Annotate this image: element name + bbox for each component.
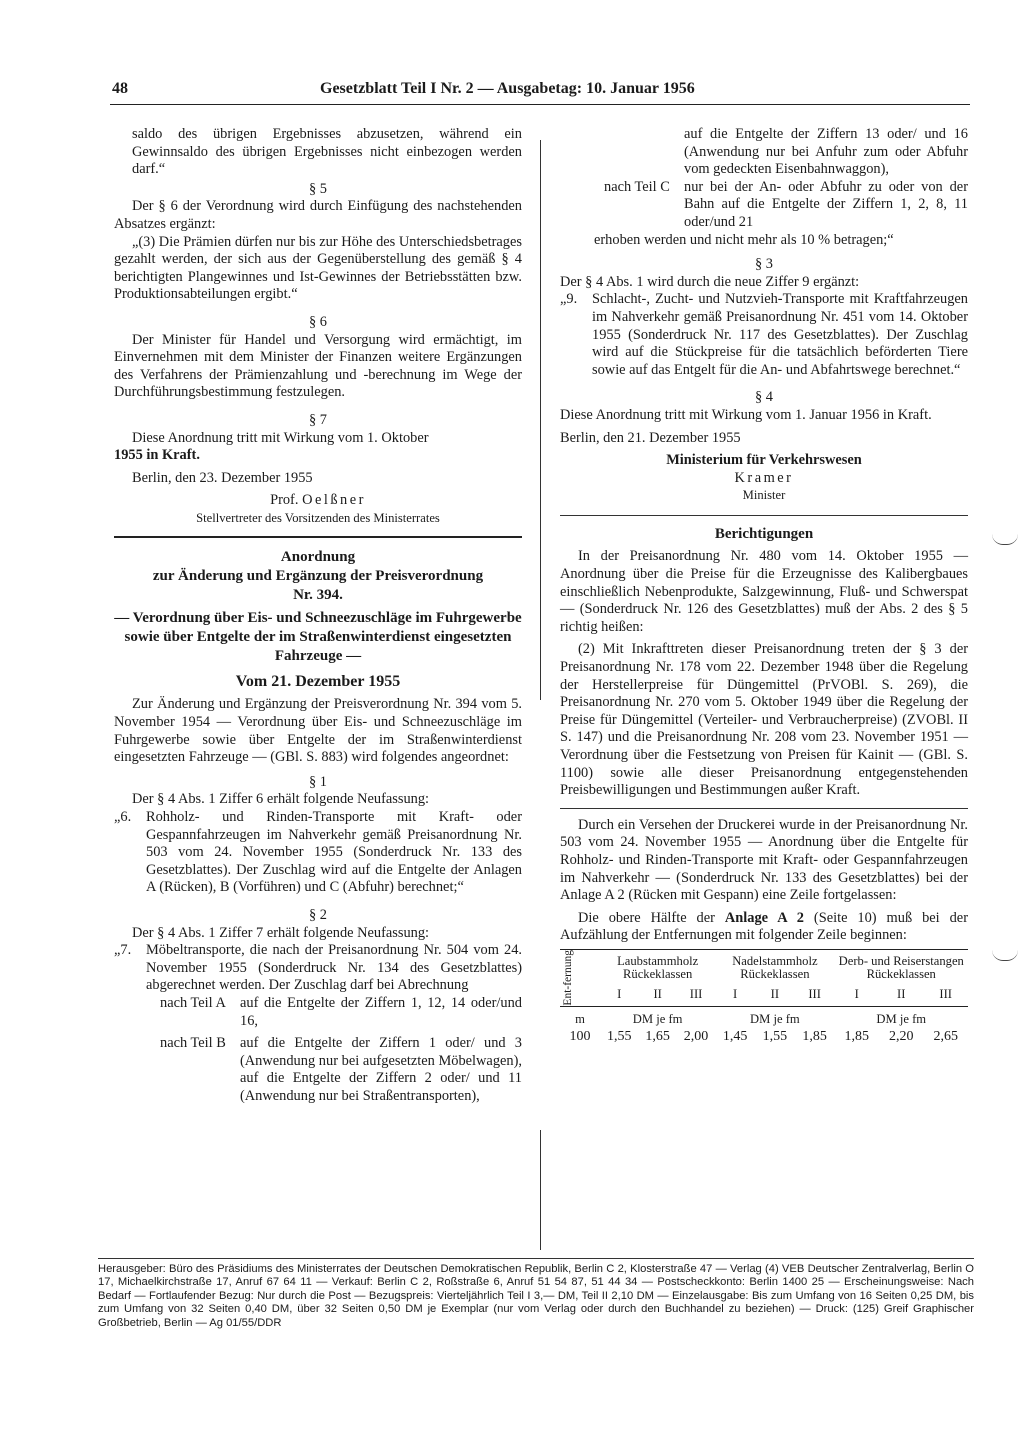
teil-a-clause <box>114 995 522 1030</box>
corrections-divider <box>560 808 968 809</box>
article-3-heading: § 3 <box>755 256 773 273</box>
document-subtitle: — Verordnung über Eis- und Schneezuschläge im Fuhrgewerbe sowie über Entgelte der im Straßenwinterdienst eingesetzten Fahrzeuge — <box>114 610 522 665</box>
article-1-item <box>114 809 522 897</box>
article-4-text: Diese Anordnung tritt mit Wirkung vom 1. Januar 1956 in Kraft. <box>560 406 932 423</box>
correction-4-pre: Die obere Hälfte der <box>578 909 715 926</box>
teil-b-continued <box>560 126 968 179</box>
table-header-group2: Nadelstammholz Rückeklassen <box>732 953 818 981</box>
section-5-quote: „(3) Die Prämien dürfen nur bis zur Höhe des Unterschiedsbetrages gezahlt werden, der sich aus der Gegenüberstellung des gemäß § 4 berichtigten Plangewinnes und Ist-Gewinnes der Betriebsstätten bzw. Produktionsabteilungen ergibt.“ <box>114 233 522 303</box>
distance-table <box>560 949 968 1046</box>
footer-rule <box>98 1258 974 1259</box>
column-divider-lower <box>540 1130 541 1250</box>
article-3-item-label: „9. <box>560 291 578 308</box>
teil-b-text: auf die Entgelte der Ziffern 1 oder/ und 3 (Anwendung nur bei aufgesetzten Möbelwagen), auf die Entgelte der Ziffern 2 oder/ und 11 (Anwendung nur bei Straßentransporten), <box>240 1035 522 1104</box>
erhoben-text: erhoben werden und nicht mehr als 10 % betragen;“ <box>594 231 894 248</box>
table-class-row <box>560 984 968 1006</box>
teil-c-clause <box>560 179 968 232</box>
margin-mark <box>992 534 1018 545</box>
section-7-text-line2: 1955 in Kraft. <box>114 447 200 464</box>
intro-text: Zur Änderung und Ergänzung der Preisverordnung Nr. 394 vom 5. November 1954 — Verordnung über Eis- und Schneezuschläge im Fuhrgewerbe sowie über Entgelte der im Straßenwinterdienst eingesetzten Fahrzeuge — (GBl. S. 883) wird folgendes angeordnet: <box>114 696 522 766</box>
table-unit-row <box>560 1006 968 1028</box>
teil-c-label: nach Teil C <box>604 178 670 195</box>
date-line-right: Berlin, den 21. Dezember 1955 <box>560 429 741 446</box>
class-label: II <box>897 986 906 1001</box>
table-header-group3: Derb- und Reiserstangen Rückeklassen <box>838 953 964 981</box>
article-2-item-text: Möbeltransporte, die nach der Preisanordnung Nr. 504 vom 24. November 1955 (Sonderdruck Nr. 134 des Gesetzblattes) abgerechnet werden. Der Zuschlag darf bei Abrechnung <box>146 942 522 994</box>
article-1-item-label: „6. <box>114 809 132 826</box>
correction-2: (2) Mit Inkrafttreten dieser Preisanordnung treten der § 3 der Preisanordnung Nr. 178 vom 22. Dezember 1948 über die Regelung der Herstellerpreise für Düngemittel (PrVOBl. S. 269), die Preisanordnung Nr. 270 vom 5. Oktober 1949 über die Regelung der Preise für Düngemittel (Verteiler- und Verbraucherpreise) (ZVOBl. II S. 147) und die Preisanordnung Nr. 208 vom 23. November 1951 — Verordnung über die Festsetzung von Preisen für Kainit — (GBl. S. 1100) sowie alle dieser Preisanordnung entgegenstehenden Preisbewilligungen und Bestimmungen außer Kraft. <box>560 641 968 799</box>
teil-b-clause <box>114 1035 522 1105</box>
section-6-text: Der Minister für Handel und Versorgung wird ermächtigt, im Einvernehmen mit dem Minister der Finanzen weitere Ergänzungen des Verfahrens der Prämienzahlung und -berechnung im Wege der Durchführungsbestimmung festzulegen. <box>114 331 522 401</box>
class-label: I <box>854 986 859 1001</box>
signature-name-right: Kramer <box>734 469 794 486</box>
page-number: 48 <box>112 80 128 97</box>
class-label: I <box>617 986 622 1001</box>
corrections-heading: Berichtigungen <box>714 525 814 542</box>
signature-role-right: Minister <box>742 488 786 503</box>
signature <box>114 492 522 510</box>
section-6-heading: § 6 <box>309 313 327 330</box>
document-title-1: Anordnung <box>280 549 356 566</box>
right-column <box>560 126 968 1046</box>
signature-role: Stellvertreter des Vorsitzenden des Ministerrates <box>196 510 440 525</box>
teil-c-text: nur bei der An- oder Abfuhr zu oder von der Bahn auf die Entgelte der Ziffern 1, 2, 8, 11 oder/und 21 <box>684 178 968 230</box>
document-date: Vom 21. Dezember 1955 <box>235 673 401 691</box>
table-cell: 1,55 <box>762 1029 788 1045</box>
unit-cell: m <box>575 1011 585 1026</box>
document-title-2: zur Änderung und Ergänzung der Preisverordnung <box>152 568 484 585</box>
article-3-item <box>560 291 968 379</box>
article-2-text: Der § 4 Abs. 1 Ziffer 7 erhält folgende Neufassung: <box>132 924 430 941</box>
document-title-3: Nr. 394. <box>293 587 343 604</box>
section-5-text: Der § 6 der Verordnung wird durch Einfügung des nachstehenden Absatzes ergänzt: <box>114 198 522 232</box>
table-cell: 2,65 <box>933 1029 958 1045</box>
article-2-item-label: „7. <box>114 942 132 959</box>
table-row <box>560 1028 968 1046</box>
left-column <box>114 126 522 1106</box>
table-cell: 2,00 <box>683 1029 709 1045</box>
page-header <box>112 80 882 104</box>
correction-4-post: (Seite 10) muß bei der Aufzählung der Entfernungen mit folgender Zeile beginnen: <box>560 909 968 944</box>
article-3-text: Der § 4 Abs. 1 wird durch die neue Ziffer 9 ergänzt: <box>560 273 860 290</box>
section-7-heading: § 7 <box>309 411 327 428</box>
section-divider <box>114 536 522 538</box>
header-rule <box>110 104 970 105</box>
unit-cell: DM je fm <box>632 1011 683 1026</box>
class-label: III <box>939 986 953 1001</box>
unit-cell: DM je fm <box>750 1011 800 1026</box>
correction-4 <box>560 910 968 945</box>
ministry-name: Ministerium für Verkehrswesen <box>666 452 862 469</box>
table-cell: 1,65 <box>645 1029 670 1045</box>
table-cell: 100 <box>569 1029 591 1045</box>
column-divider <box>540 140 541 700</box>
unit-cell: DM je fm <box>876 1011 927 1026</box>
article-2-heading: § 2 <box>309 907 327 923</box>
table-cell: 2,20 <box>888 1029 914 1045</box>
teil-b-continued-text: auf die Entgelte der Ziffern 13 oder/ und 16 (Anwendung nur bei Anfuhr zum oder Abfuhr vom gedeckten Eisenbahnwaggon), <box>684 126 968 178</box>
correction-3: Durch ein Versehen der Druckerei wurde in der Preisanordnung Nr. 503 vom 24. November 1955 — Anordnung über die Entgelte für Rohholz- und Rinden-Transporte mit Kraft- oder Gespannfahrzeugen im Nahverkehr — (Sonderdruck Nr. 133 des Gesetzblattes) bei der Anlage A 2 (Rücken mit Gespann) eine Zeile fortgelassen: <box>560 816 968 904</box>
section-7-text-line1: Diese Anordnung tritt mit Wirkung vom 1. Oktober <box>132 429 429 446</box>
class-label: I <box>733 986 738 1001</box>
table-cell: 1,55 <box>606 1029 632 1045</box>
table-header-entfernung: Ent-fernung <box>562 949 574 1006</box>
date-line: Berlin, den 23. Dezember 1955 <box>132 469 313 486</box>
class-label: III <box>808 986 821 1001</box>
correction-4-bold: Anlage A 2 <box>724 909 804 926</box>
section-5-heading: § 5 <box>309 180 327 197</box>
teil-b-label: nach Teil B <box>160 1035 226 1052</box>
continued-text: saldo des übrigen Ergebnisses abzusetzen, während ein Gewinnsaldo des übrigen Ergebnisses nicht einbezogen werden darf.“ <box>132 126 522 178</box>
section-divider-right <box>560 515 968 516</box>
article-4-heading: § 4 <box>755 389 773 406</box>
signature-prefix: Prof. <box>270 492 299 509</box>
teil-a-label: nach Teil A <box>160 994 226 1011</box>
table-cell: 1,85 <box>802 1029 827 1045</box>
article-1-item-text: Rohholz- und Rinden-Transporte mit Kraft- oder Gespannfahrzeugen im Nahverkehr gemäß Preisanordnung Nr. 503 vom 24. November 1955 (Sonderdruck Nr. 133 des Gesetzblattes). Der Zuschlag wird auf die Entgelte der Anlagen A (Rücken), B (Vorführen) und C (Abfuhr) berechnet;“ <box>146 809 522 896</box>
article-2-item <box>114 942 522 995</box>
article-3-item-text: Schlacht-, Zucht- und Nutzvieh-Transporte mit Kraftfahrzeugen im Nahverkehr gemäß Preisanordnung Nr. 451 vom 14. Oktober 1955 (Sonderdruck Nr. 117 des Gesetzblattes). Der Zuschlag wird auf die Stückpreise für die tatsächlich beförderten Tiere sowie auf das Entgelt für die An- und Abfahrtswege berechnet.“ <box>592 291 968 378</box>
class-label: II <box>653 986 662 1001</box>
table-cell: 1,85 <box>844 1029 869 1045</box>
margin-mark <box>992 950 1018 961</box>
teil-a-text: auf die Entgelte der Ziffern 1, 12, 14 oder/und 16, <box>240 994 522 1029</box>
article-1-text: Der § 4 Abs. 1 Ziffer 6 erhält folgende Neufassung: <box>132 791 430 808</box>
correction-1: In der Preisanordnung Nr. 480 vom 14. Oktober 1955 — Anordnung über die Preise für die Erzeugnisse des Kalibergbaues einschließlich Nebenprodukte, Salzgewinnung, Fluß- und Schwerspat — (Sonderdruck Nr. 126 des Gesetzblattes) muß der Abs. 2 des § 5 richtig heißen: <box>560 548 968 635</box>
imprint-footer: Herausgeber: Büro des Präsidiums des Ministerrates der Deutschen Demokratischen Republik, Berlin C 2, Klosterstraße 47 — Verlag (4) VEB Deutscher Zentralverlag, Berlin O 17, Michaelkirchstraße 17, Anruf 67 64 11 — Verkauf: Berlin C 2, Roßstraße 6, Anruf 51 54 87, 51 44 34 — Postscheckkonto: Berlin 1400 25 — Erscheinungsweise: Nach Bedarf — Fortlaufender Bezug: Nur durch die Post — Bezugspreis: Vierteljährlich Teil I 3,— DM, Teil II 2,10 DM — Einzelausgabe: Bis zum Umfang von 16 Seiten 0,25 DM, bis zum Umfang von 32 Seiten 0,40 DM, über 32 Seiten 0,50 DM je Exemplar (nur vom Verlag oder durch den Buchhandel zu beziehen) — Druck: (125) Greif Graphischer Großbetrieb, Berlin — Ag 01/55/DDR <box>98 1263 974 1329</box>
running-title: Gesetzblatt Teil I Nr. 2 — Ausgabetag: 10. Januar 1956 <box>320 80 695 97</box>
table-header-group1: Laubstammholz Rückeklassen <box>617 953 699 981</box>
section-7-text <box>114 430 522 465</box>
class-label: III <box>689 986 703 1001</box>
table-cell: 1,45 <box>722 1029 748 1045</box>
class-label: II <box>770 986 780 1001</box>
signature-name: Oelßner <box>302 492 366 509</box>
article-1-heading: § 1 <box>309 773 327 790</box>
